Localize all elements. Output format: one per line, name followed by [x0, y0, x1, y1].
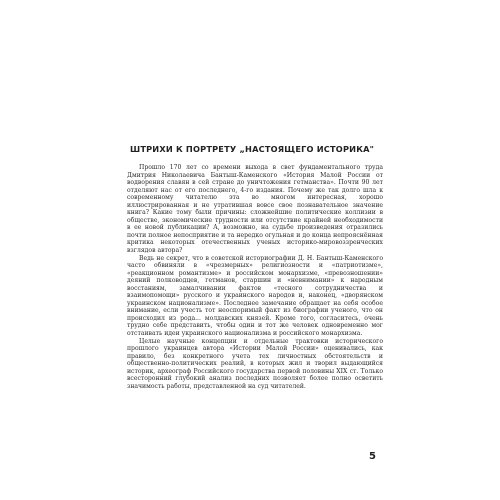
paragraph-3: Целые научные концепции и отдельные трактовки исторического прошлого украинцев автора «Истории Малой России» оценивались, как правило, без конкретного учета тех личностных обстоятельств и общественно-политических реалий, в которых жил и творил выдающийся историк, археограф Российского государства первой половины XIX ст. Только всесторонний глубокий анализ последних позволяет более полно осветить значимость работы, представленной на суд читателей. [127, 337, 383, 390]
body-text [127, 164, 383, 390]
section-heading: ШТРИХИ К ПОРТРЕТУ „НАСТОЯЩЕГО ИСТОРИКА" [130, 144, 375, 154]
paragraph-1: Прошло 170 лет со времени выхода в свет фундаментального труда Дмитрия Николаевича Бантыш-Каменского «История Малой России от водворения славян в сей стране до уничтожения гетманства». Почти 90 лет отделяют нас от его последнего, 4-го издания. Почему же так долго шла к современному читателю эта во многом интересная, хорошо иллюстрированная и не утратившая вовсе свое познавательное значение книга? Какие тому были причины: сложнейшие политические коллизии в обществе, экономические трудности или отсутствие крайней необходимости в ее новой публикации? А, возможно, на судьбе произведения отразились почти полное непосприятие и та нередко огульная и до конца непрояснённая критика некоторых отечественных ученых историко-мировоззренческих взглядов автора? [127, 164, 383, 255]
page-number: 5 [369, 451, 376, 462]
paragraph-2: Ведь не секрет, что в советской историографии Д. Н. Бантыш-Каменского часто обвиняли в «чрезмерных» религиозности и «патриотизме», «реакционном романтизме» и российском монархизме, «превозношении» деяний полководцев, гетманов, старшин и «невнимании» к народным восстаниям, замалчивании фактов «тесного сотрудничества и взаимопомощи» русского и украинского народов и, наконец, «дворянском украинском национализме». Последнее замечание обращает на себя особое внимание, если учесть тот неоспоримый факт из биографии ученого, что он происходил из рода... молдавских князей. Кроме того, согласитесь, очень трудно себе представить, чтобы один и тот же человек одновременно мог отстаивать идеи украинского национализма и российского монархизма. [127, 254, 383, 338]
